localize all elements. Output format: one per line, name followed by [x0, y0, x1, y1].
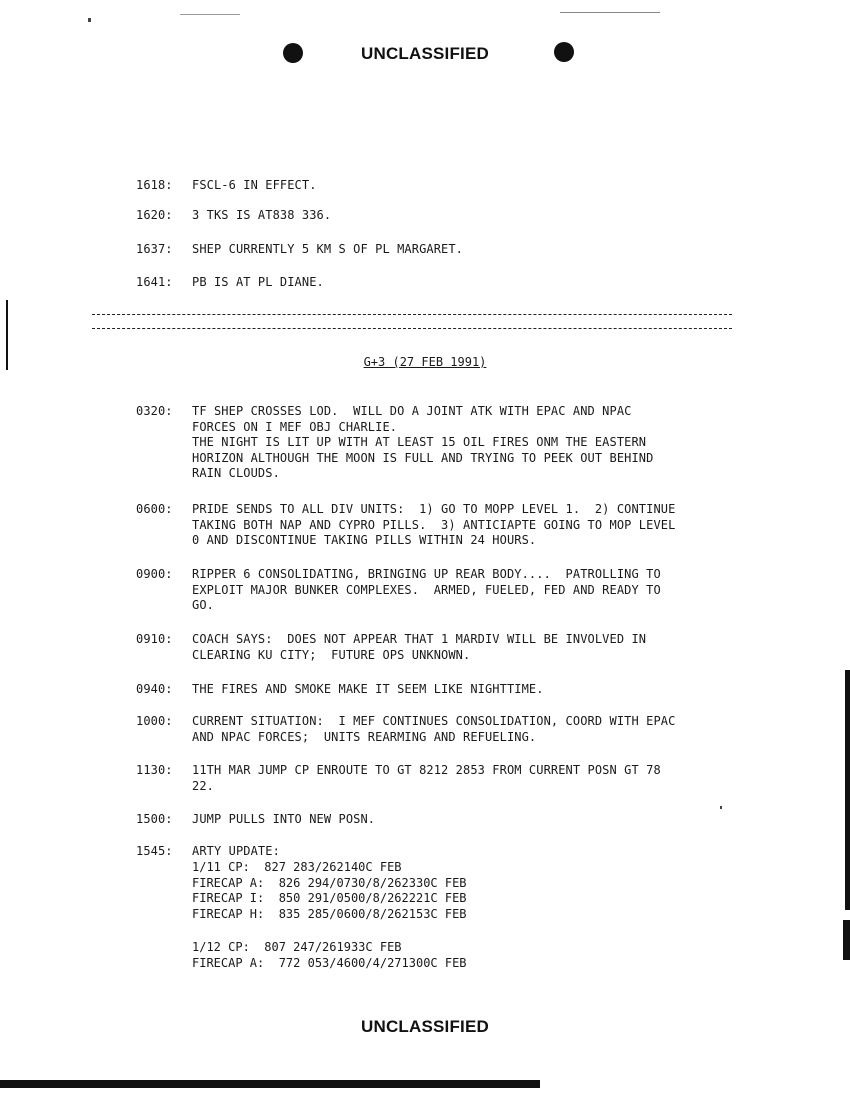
- entry-text: PB IS AT PL DIANE.: [192, 275, 324, 289]
- entry-text: PRIDE SENDS TO ALL DIV UNITS: 1) GO TO MOPP LEVEL 1. 2) CONTINUE TAKING BOTH NAP AND CYPRO PILLS. 3) ANTICIAPTE GOING TO MOP LEVEL 0 AND DISCONTINUE TAKING PILLS WITHIN 24 HOURS.: [192, 502, 676, 547]
- scan-bottom-bar: [0, 1080, 540, 1088]
- entry-time: 1620:: [136, 208, 173, 222]
- entry-text: THE FIRES AND SMOKE MAKE IT SEEM LIKE NIGHTTIME.: [192, 682, 544, 696]
- entry-time: 0320:: [136, 404, 173, 418]
- entry-text: RIPPER 6 CONSOLIDATING, BRINGING UP REAR BODY.... PATROLLING TO EXPLOIT MAJOR BUNKER COMPLEXES. ARMED, FUELED, FED AND READY TO GO.: [192, 567, 661, 612]
- entry-text: ARTY UPDATE:: [192, 844, 280, 858]
- entry-text: COACH SAYS: DOES NOT APPEAR THAT 1 MARDIV WILL BE INVOLVED IN CLEARING KU CITY; FUTURE OPS UNKNOWN.: [192, 632, 647, 662]
- entry-time: 1130:: [136, 763, 173, 777]
- scan-edge-mark: [843, 920, 850, 960]
- entry-text: SHEP CURRENTLY 5 KM S OF PL MARGARET.: [192, 242, 464, 256]
- entry-time: 0900:: [136, 567, 173, 581]
- entry-time: 1641:: [136, 275, 173, 289]
- arty-line: 1/11 CP: 827 283/262140C FEB: [192, 860, 402, 874]
- entry-time: 1618:: [136, 178, 173, 192]
- separator-rule: [92, 314, 732, 315]
- entry-time: 1500:: [136, 812, 173, 826]
- entry-text: CURRENT SITUATION: I MEF CONTINUES CONSOLIDATION, COORD WITH EPAC AND NPAC FORCES; UNITS REARMING AND REFUELING.: [192, 714, 676, 744]
- entry-time: 0910:: [136, 632, 173, 646]
- scan-speck: [560, 12, 660, 13]
- arty-line: FIRECAP I: 850 291/0500/8/262221C FEB: [192, 891, 467, 905]
- entry-text: 3 TKS IS AT838 336.: [192, 208, 332, 222]
- scan-edge-mark: [845, 670, 850, 910]
- arty-line: FIRECAP A: 772 053/4600/4/271300C FEB: [192, 956, 467, 970]
- entry-text: JUMP PULLS INTO NEW POSN.: [192, 812, 376, 826]
- classification-banner-bottom: UNCLASSIFIED: [360, 1017, 490, 1036]
- entry-time: 1000:: [136, 714, 173, 728]
- entry-time: 1637:: [136, 242, 173, 256]
- punch-hole-right: [554, 42, 574, 62]
- scan-speck: [180, 14, 240, 15]
- entry-time: 1545:: [136, 844, 173, 858]
- day-heading: [0, 355, 850, 369]
- arty-line: FIRECAP H: 835 285/0600/8/262153C FEB: [192, 907, 467, 921]
- separator-rule: [92, 328, 732, 329]
- entry-text: 11TH MAR JUMP CP ENROUTE TO GT 8212 2853 FROM CURRENT POSN GT 78 22.: [192, 763, 661, 793]
- arty-line: FIRECAP A: 826 294/0730/8/262330C FEB: [192, 876, 467, 890]
- entry-time: 0940:: [136, 682, 173, 696]
- arty-line: 1/12 CP: 807 247/261933C FEB: [192, 940, 402, 954]
- classification-banner-top: UNCLASSIFIED: [360, 44, 490, 63]
- entry-time: 0600:: [136, 502, 173, 516]
- scan-edge-mark: [6, 300, 8, 370]
- day-heading-text: G+3 (27 FEB 1991): [363, 355, 487, 369]
- scan-speck: [720, 806, 722, 809]
- scan-speck: [88, 18, 91, 22]
- entry-text: TF SHEP CROSSES LOD. WILL DO A JOINT ATK WITH EPAC AND NPAC FORCES ON I MEF OBJ CHARLIE. THE NIGHT IS LIT UP WITH AT LEAST 15 OIL FIRES ONM THE EASTERN HORIZON ALTHOUGH THE MOON IS FULL AND TRYING TO PEEK OUT BEHIND RAIN CLOUDS.: [192, 404, 654, 480]
- entry-text: FSCL-6 IN EFFECT.: [192, 178, 317, 192]
